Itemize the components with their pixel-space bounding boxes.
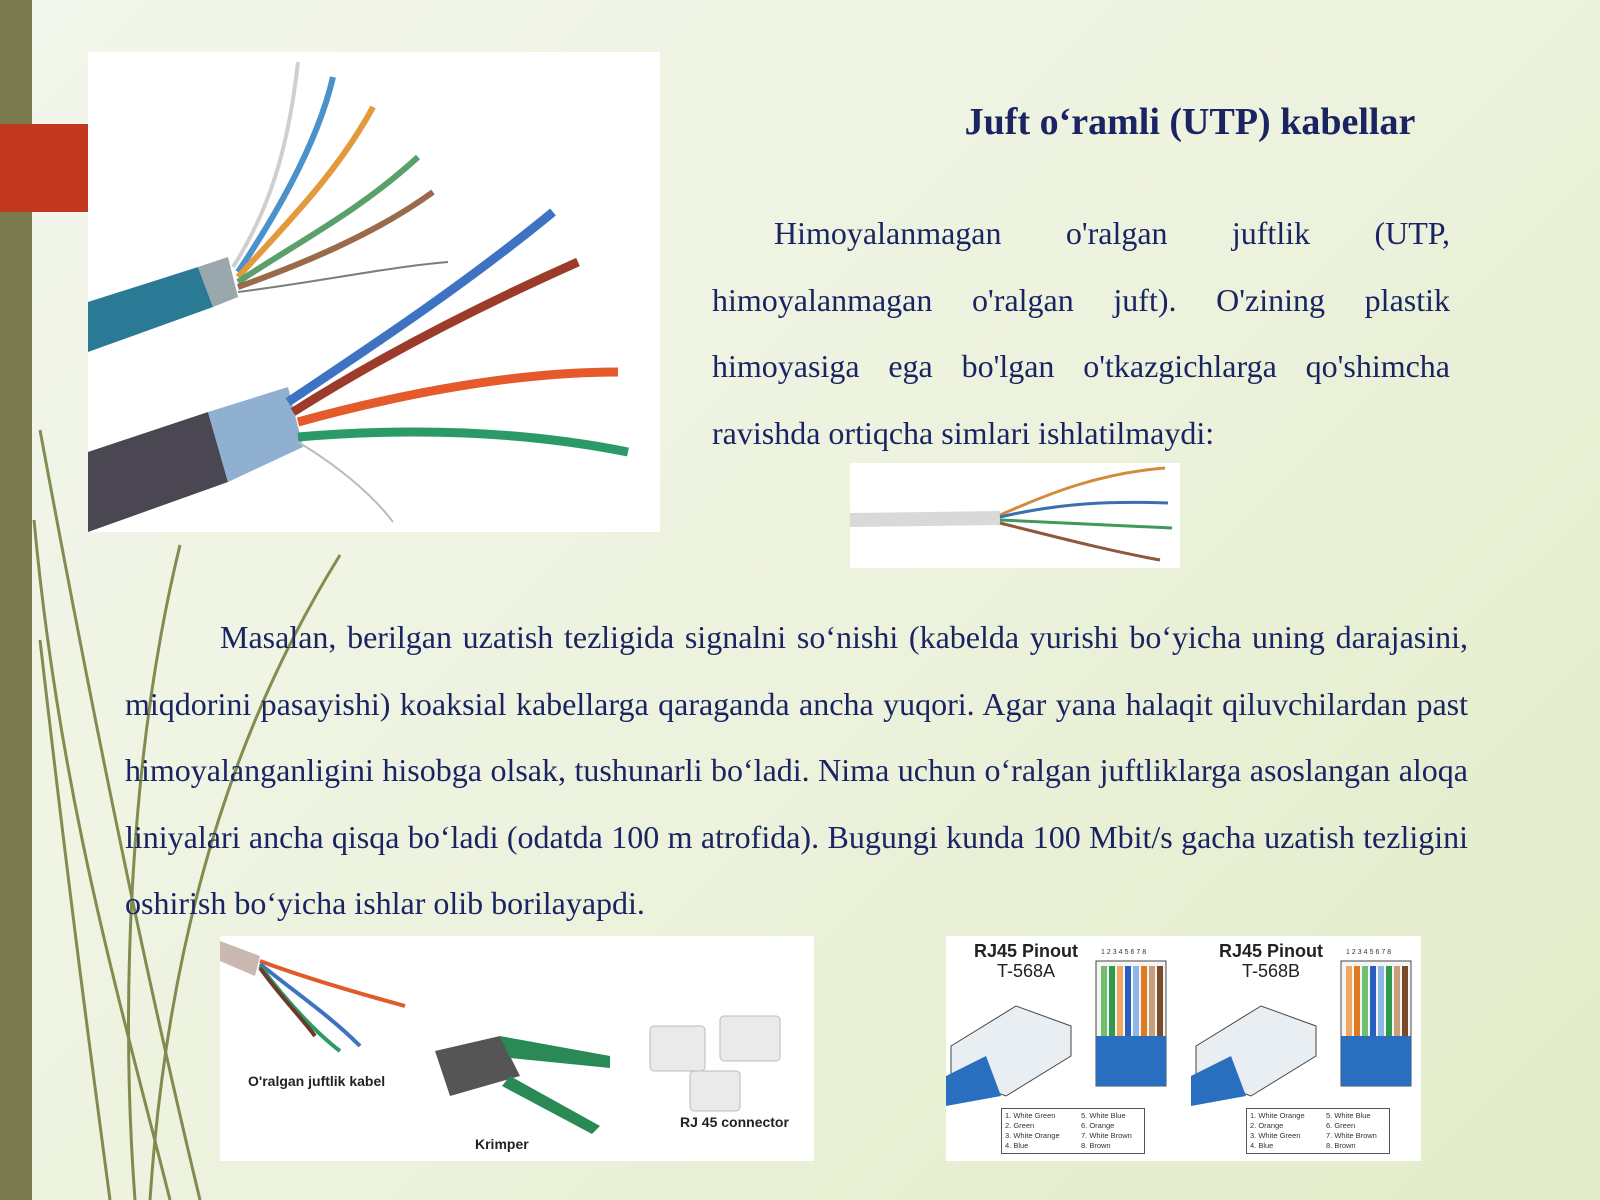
pinout-a-title: RJ45 Pinout — [973, 941, 1079, 961]
legend-item: 1. White Orange — [1250, 1111, 1305, 1120]
legend-item: 7. White Brown — [1081, 1131, 1132, 1140]
pinout-a-heading — [966, 941, 1086, 981]
crimper-caption: Krimper — [475, 1136, 529, 1152]
connector-caption: RJ 45 connector — [680, 1114, 789, 1130]
legend-item: 7. White Brown — [1326, 1131, 1377, 1140]
red-accent-block — [0, 124, 88, 212]
pinout-b-pin-numbers: 12345678 — [1346, 949, 1394, 956]
tools-photo — [220, 936, 814, 1161]
legend-item: 2. Orange — [1250, 1121, 1284, 1130]
pinout-b-title: RJ45 Pinout — [1218, 941, 1324, 961]
pinout-a-standard: T-568A — [996, 961, 1056, 981]
legend-item: 3. White Green — [1250, 1131, 1301, 1140]
pinout-b-legend — [1246, 1108, 1390, 1154]
legend-item: 4. Blue — [1005, 1141, 1029, 1150]
legend-item: 4. Blue — [1250, 1141, 1274, 1150]
legend-item: 2. Green — [1005, 1121, 1035, 1130]
legend-item: 8. Brown — [1081, 1141, 1111, 1150]
main-paragraph: Masalan, berilgan uzatish tezligida signalni so‘nishi (kabelda yurishi bo‘yicha uning darajasini, miqdorini pasayishi) koaksial kabellarga qaraganda ancha yuqori. Agar yana halaqit qiluvchilardan past himoyalanganligini hisobga olsak, tushunarli bo‘ladi. Nima uchun o‘ralgan juftliklarga asoslangan aloqa liniyalari ancha qisqa bo‘ladi (odatda 100 m atrofida). Bugungi kunda 100 Mbit/s gacha uzatish tezligini oshirish bo‘yicha ishlar olib borilayapdi. — [125, 619, 1468, 921]
rj45-pinout-diagram — [946, 936, 1421, 1161]
legend-item: 6. Orange — [1081, 1121, 1115, 1130]
pinout-b-heading — [1211, 941, 1331, 981]
legend-item: 1. White Green — [1005, 1111, 1056, 1120]
cable-caption: O'ralgan juftlik kabel — [248, 1073, 386, 1089]
utp-cable-photo — [850, 463, 1180, 568]
pinout-a-legend — [1001, 1108, 1145, 1154]
legend-item: 6. Green — [1326, 1121, 1356, 1130]
legend-item: 5. White Blue — [1081, 1111, 1126, 1120]
legend-item: 5. White Blue — [1326, 1111, 1371, 1120]
pinout-a-pin-numbers: 12345678 — [1101, 949, 1149, 956]
slide-title: Juft o‘ramli (UTP) kabellar — [964, 101, 1416, 143]
legend-item: 8. Brown — [1326, 1141, 1356, 1150]
legend-item: 3. White Orange — [1005, 1131, 1060, 1140]
stp-cable-photo — [88, 52, 660, 532]
pinout-b-standard: T-568B — [1241, 961, 1301, 981]
intro-paragraph: Himoyalanmagan o'ralgan juftlik (UTP, himoyalanmagan o'ralgan juft). O'zining plastik himoyasiga ega bo'lgan o'tkazgichlarga qo'shimcha ravishda ortiqcha simlari ishlatilmaydi: — [712, 215, 1450, 451]
